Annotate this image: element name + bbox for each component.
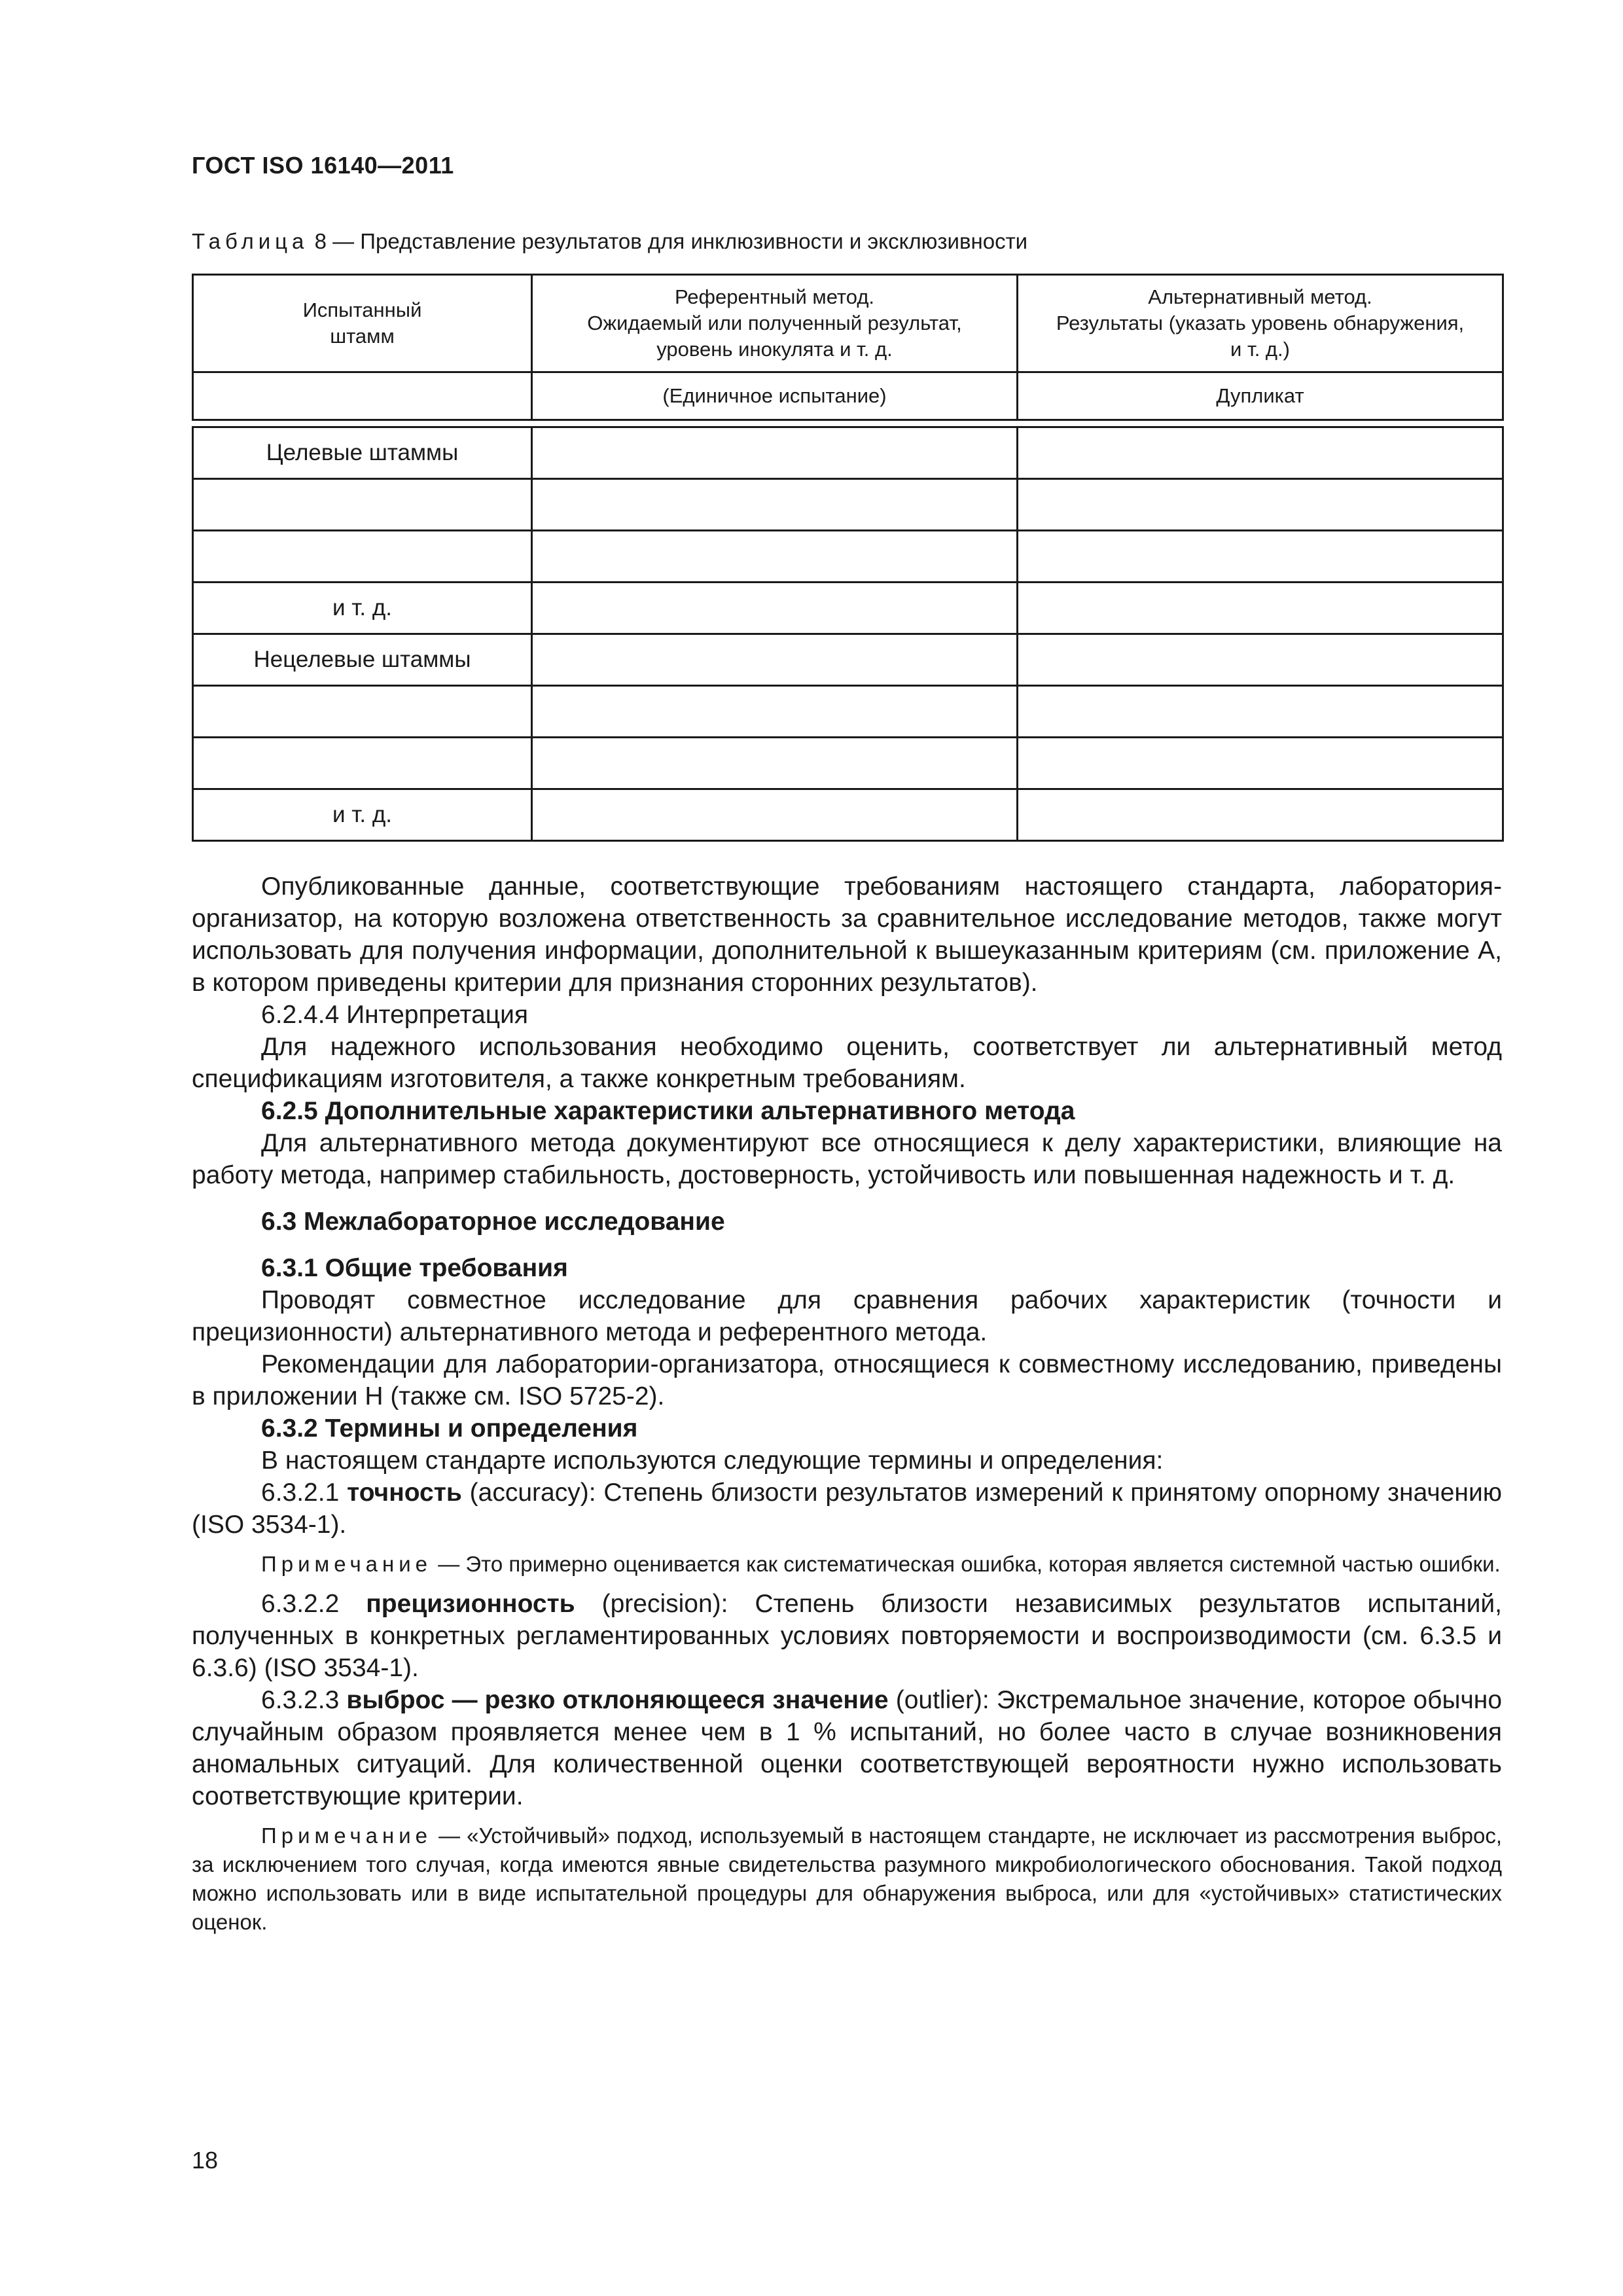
table-cell <box>532 427 1018 479</box>
col-header-strain: Испытанный штамм <box>193 275 532 372</box>
col-header-alternative-method: Альтернативный метод. Результаты (указать уровень обнаружения, и т. д.) <box>1018 275 1503 372</box>
table-cell <box>532 686 1018 738</box>
note-text: — Это примерно оценивается как систематическая ошибка, которая является системной частью ошибки. <box>438 1552 1501 1576</box>
table-caption <box>192 229 1027 254</box>
table-row <box>193 531 1503 583</box>
section-title: 6.3.1 Общие требования <box>261 1254 568 1282</box>
table-cell <box>1018 789 1503 841</box>
paragraph: Для надежного использования необходимо оценить, соответствует ли альтернативный метод спецификациям изготовителя, а также конкретным требованиям. <box>192 1033 1502 1093</box>
table-cell <box>1018 420 1503 427</box>
section-title: 6.3.2 Термины и определения <box>261 1414 638 1443</box>
term-name: точность <box>347 1479 462 1507</box>
note-label: Примечание <box>261 1552 433 1576</box>
table-cell <box>1018 686 1503 738</box>
note-label: Примечание <box>261 1823 433 1848</box>
table-row <box>193 634 1503 686</box>
table-header-row <box>193 275 1503 372</box>
document-header: ГОСТ ISO 16140—2011 <box>192 152 454 179</box>
table-cell <box>1018 583 1503 634</box>
table-cell <box>1018 479 1503 531</box>
table-row <box>193 479 1503 531</box>
strain-cell: Нецелевые штаммы <box>193 634 532 686</box>
strain-cell: и т. д. <box>193 583 532 634</box>
col-subheader-duplicate: Дупликат <box>1018 372 1503 420</box>
table-cell <box>1018 738 1503 789</box>
table-separator <box>193 420 1503 427</box>
term-number: 6.3.2.3 <box>261 1686 340 1714</box>
paragraph: Для альтернативного метода документируют все относящиеся к делу характеристики, влияющие на работу метода, например стабильность, достоверность, устойчивость или повышенная надежность и т. д. <box>192 1129 1502 1189</box>
term-number: 6.3.2.1 <box>261 1479 340 1507</box>
strain-cell <box>193 479 532 531</box>
paragraph: Проводят совместное исследование для сравнения рабочих характеристик (точности и прецизионности) альтернативного метода и референтного метода. <box>192 1286 1502 1346</box>
col-subheader-single-test: (Единичное испытание) <box>532 372 1018 420</box>
section-title: 6.2.4.4 Интерпретация <box>261 1001 529 1029</box>
term-text: (precision): Степень близости независимых результатов испытаний, полученных в конкретных регламентированных условиях повторяемости и воспроизводимости (см. 6.3.5 и 6.3.6) (ISO 3534-1). <box>192 1590 1502 1682</box>
section-title: 6.3 Межлабораторное исследование <box>261 1208 725 1236</box>
table-cell <box>532 738 1018 789</box>
term-definition <box>192 1588 1502 1684</box>
note <box>192 1821 1502 1937</box>
strain-cell <box>193 531 532 583</box>
table-row <box>193 583 1503 634</box>
results-table <box>192 274 1504 842</box>
table-cell <box>193 372 532 420</box>
table-row <box>193 686 1503 738</box>
table-cell <box>1018 531 1503 583</box>
table-cell <box>1018 427 1503 479</box>
note <box>192 1550 1502 1579</box>
table-row <box>193 738 1503 789</box>
strain-cell <box>193 738 532 789</box>
strain-cell: Целевые штаммы <box>193 427 532 479</box>
term-number: 6.3.2.2 <box>261 1590 340 1618</box>
table-cell <box>532 479 1018 531</box>
table-cell <box>1018 634 1503 686</box>
term-definition <box>192 1477 1502 1541</box>
table-row <box>193 427 1503 479</box>
table-row <box>193 789 1503 841</box>
table-cell <box>193 420 532 427</box>
paragraph: Опубликованные данные, соответствующие требованиям настоящего стандарта, лаборатория-организатор, на которую возложена ответственность за сравнительное исследование методов, также могут использовать для получения информации, дополнительной к вышеуказанным критериям (см. приложение А, в котором приведены критерии для признания сторонних результатов). <box>192 872 1502 997</box>
table-subheader-row <box>193 372 1503 420</box>
table-cell <box>532 420 1018 427</box>
paragraph: В настоящем стандарте используются следующие термины и определения: <box>261 1446 1164 1475</box>
term-text: (outlier): Экстремальное значение, которое обычно случайным образом проявляется менее чем в 1 % испытаний, но более часто в случае возникновения аномальных ситуаций. Для количественной оценки соответствующей вероятности нужно использовать соответствующие критерии. <box>192 1686 1503 1810</box>
table-cell <box>532 789 1018 841</box>
term-definition <box>192 1684 1502 1812</box>
note-text: — «Устойчивый» подход, используемый в настоящем стандарте, не исключает из рассмотрения выброс, за исключением того случая, когда имеются явные свидетельства разумного микробиологического обоснования. Такой подход можно использовать или в виде испытательной процедуры для обнаружения выброса, или для «устойчивых» статистических оценок. <box>192 1823 1503 1934</box>
strain-cell <box>193 686 532 738</box>
term-name: выброс — резко отклоняющееся значение <box>346 1686 889 1714</box>
table-cell <box>532 634 1018 686</box>
paragraph: Рекомендации для лаборатории-организатора, относящиеся к совместному исследованию, приведены в приложении Н (также см. ISO 5725-2). <box>192 1350 1502 1410</box>
page-number: 18 <box>192 2147 219 2174</box>
term-name: прецизионность <box>366 1590 575 1618</box>
section-title: 6.2.5 Дополнительные характеристики альтернативного метода <box>261 1097 1075 1125</box>
strain-cell: и т. д. <box>193 789 532 841</box>
col-header-reference-method: Референтный метод. Ожидаемый или полученный результат, уровень инокулята и т. д. <box>532 275 1018 372</box>
table-caption-text: 8 — Представление результатов для инклюзивности и эксклюзивности <box>314 229 1028 253</box>
table-cell <box>532 583 1018 634</box>
table-cell <box>532 531 1018 583</box>
term-text: (accuracy): Степень близости результатов измерений к принятому опорному значению (ISO 3534-1). <box>192 1479 1502 1539</box>
body-text <box>192 870 1502 1937</box>
table-caption-label: Таблица <box>192 229 309 253</box>
